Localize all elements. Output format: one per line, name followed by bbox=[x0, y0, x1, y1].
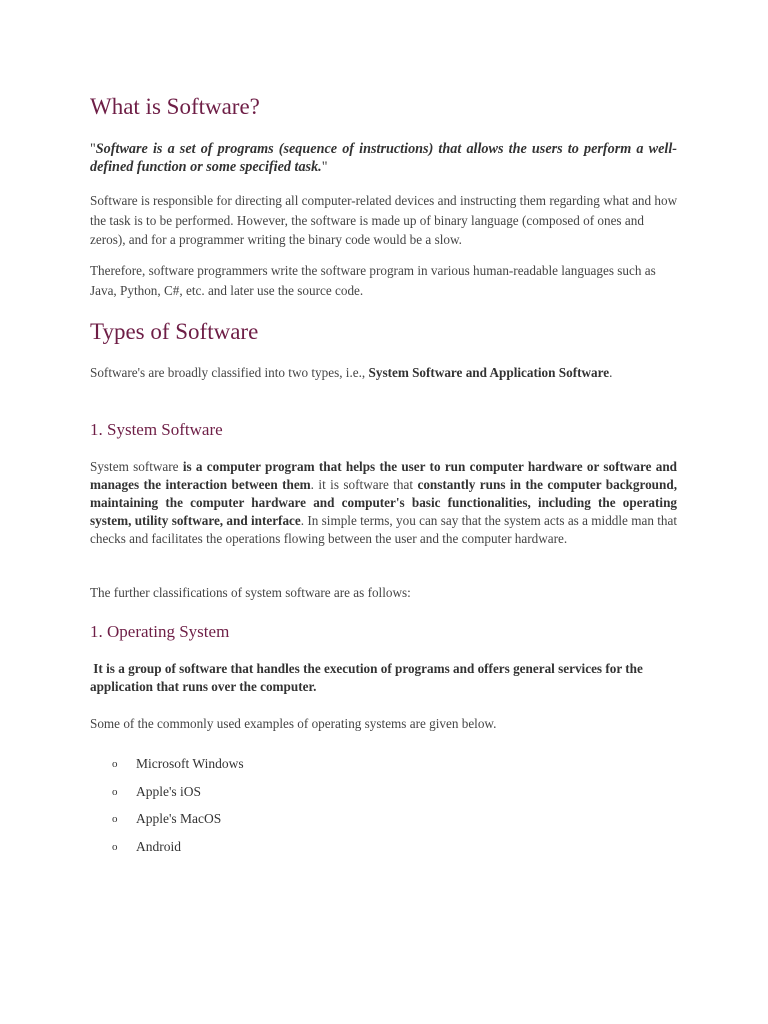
heading-operating-system: 1. Operating System bbox=[90, 622, 230, 641]
bullet-icon: o bbox=[112, 785, 118, 798]
types-tail: . bbox=[609, 365, 613, 380]
types-bold: System Software and Application Software bbox=[368, 365, 610, 380]
list-item bbox=[112, 783, 244, 811]
system-bold1: is a computer program that helps the user to run computer hardware or software and manages the interaction between them bbox=[90, 459, 677, 492]
heading-types-of-software: Types of Software bbox=[90, 319, 259, 344]
system-part3: . In simple terms, you can say that the system acts as a middle man that checks and facilitates the operations flowing between the user and the computer hardware. bbox=[90, 513, 677, 546]
os-examples-list bbox=[112, 755, 244, 866]
list-item bbox=[112, 755, 244, 783]
list-item bbox=[112, 838, 244, 866]
list-item-label: Apple's MacOS bbox=[136, 811, 222, 827]
system-part1: System software bbox=[90, 459, 183, 474]
operating-system-description: It is a group of software that handles the execution of programs and offers general services for the application that runs over the computer. bbox=[90, 661, 647, 694]
definition-text: Software is a set of programs (sequence of instructions) that allows the users to perform a well-defined function or some specified task. bbox=[90, 141, 677, 175]
heading-what-is-software: What is Software? bbox=[90, 94, 260, 119]
paragraph-examples: Some of the commonly used examples of operating systems are given below. bbox=[90, 716, 497, 731]
paragraph-responsible: Software is responsible for directing all computer-related devices and instructing them regarding what and how the task is to be performed. However, the software is made up of binary language (composed of ones and zeros), and for a programmer writing the binary code would be a slow. bbox=[90, 193, 678, 247]
bullet-icon: o bbox=[112, 841, 118, 854]
paragraph-therefore: Therefore, software programmers write the software program in various human-readable languages such as Java, Python, C#, etc. and later use the source code. bbox=[90, 263, 656, 298]
paragraph-system-software bbox=[90, 458, 677, 548]
close-quote: " bbox=[321, 159, 328, 175]
types-lead: Software's are broadly classified into two types, i.e., bbox=[90, 365, 369, 380]
open-quote: " bbox=[90, 141, 96, 157]
software-definition-quote bbox=[90, 140, 677, 176]
list-item bbox=[112, 810, 244, 838]
list-item-label: Microsoft Windows bbox=[136, 756, 244, 771]
system-bold2: constantly runs in the computer background, maintaining the computer hardware and computer's basic functionalities, including the operating system, utility software, and interface bbox=[90, 477, 677, 528]
heading-system-software: 1. System Software bbox=[90, 420, 223, 439]
bullet-icon: o bbox=[112, 813, 118, 826]
system-part2: . it is software that bbox=[310, 477, 418, 492]
list-item-label: Apple's iOS bbox=[136, 783, 202, 799]
paragraph-types bbox=[90, 363, 677, 382]
list-item-label: Android bbox=[136, 839, 181, 855]
paragraph-further-classifications: The further classifications of system software are as follows: bbox=[90, 585, 411, 600]
bullet-icon: o bbox=[112, 758, 118, 770]
